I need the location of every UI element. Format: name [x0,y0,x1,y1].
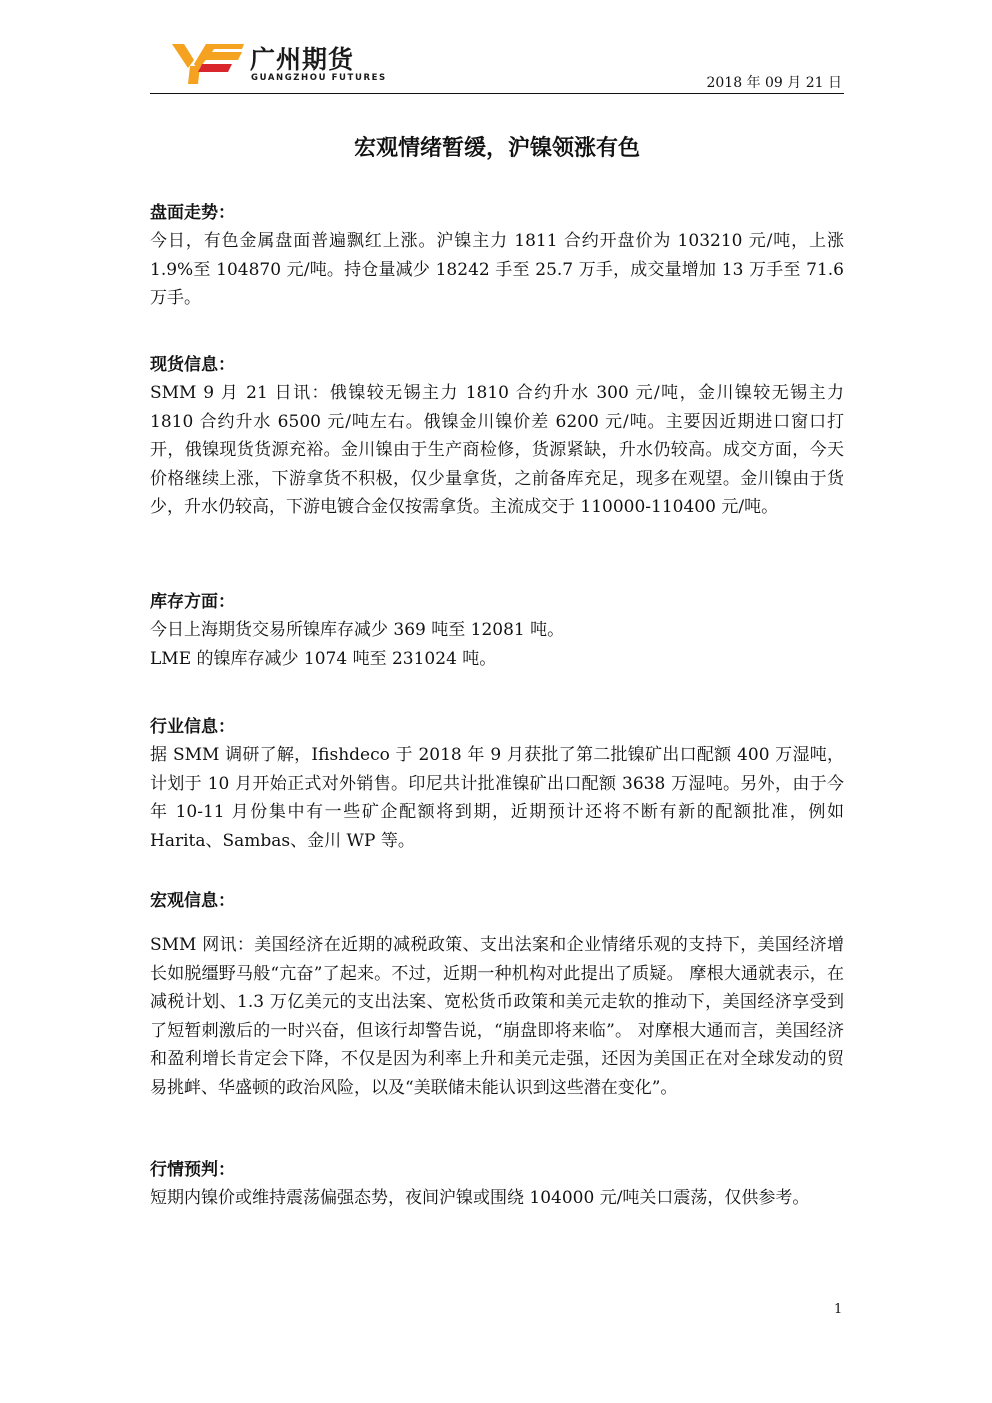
section-market-forecast [150,1156,844,1213]
header-divider [150,93,844,94]
page-number: 1 [834,1302,843,1317]
page-header [150,36,844,94]
report-date: 2018 年 09 月 21 日 [706,75,842,91]
section-heading: 盘面走势： [150,203,235,223]
section-market-trend [150,199,844,313]
section-paragraph: SMM 网讯：美国经济在近期的减税政策、支出法案和企业情绪乐观的支持下，美国经济增长如脱缰野马般“亢奋”了起来。不过，近期一种机构对此提出了质疑。 摩根大通就表示，在减税计划、1.3 万亿美元的支出法案、宽松货币政策和美元走软的推动下，美国经济享受到了短暂刺激后的一时兴奋，但该行却警告说，“崩盘即将来临”。 对摩根大通而言，美国经济和盈利增长肯定会下降，不仅是因为利率上升和美元走强，还因为美国正在对全球发动的贸易挑衅、华盛顿的政治风险，以及“美联储未能认识到这些潜在变化”。 [150,935,844,1098]
section-paragraph: 据 SMM 调研了解，Ifishdeco 于 2018 年 9 月获批了第二批镍矿出口配额 400 万湿吨，计划于 10 月开始正式对外销售。印尼共计批准镍矿出口配额 3638 万湿吨。另外，由于今年 10-11 月份集中有一些矿企配额将到期，近期预计还将不断有新的配额批准，例如 Harita、Sambas、金川 WP 等。 [150,745,844,851]
section-paragraph: LME 的镍库存减少 1074 吨至 231024 吨。 [150,648,497,669]
section-paragraph: 短期内镍价或维持震荡偏强态势，夜间沪镍或围绕 104000 元/吨关口震荡，仅供参考。 [150,1188,810,1208]
section-industry-info [150,713,844,855]
section-spot-info [150,351,844,522]
report-title: 宏观情绪暂缓，沪镍领涨有色 [353,136,640,161]
logo-english-name: GUANGZHOU FUTURES [251,73,387,83]
logo-chinese-name: 广州期货 [250,45,355,74]
section-heading: 行情预判： [150,1160,235,1180]
guangzhou-futures-logo-icon [172,40,244,86]
section-macro-info [150,887,844,1102]
section-heading: 行业信息： [150,717,235,737]
section-paragraph: 今日上海期货交易所镍库存减少 369 吨至 12081 吨。 [150,620,565,640]
section-heading: 现货信息： [150,355,235,375]
section-heading: 宏观信息： [150,891,235,911]
section-heading: 库存方面： [150,592,235,612]
section-inventory [150,588,844,673]
section-paragraph: SMM 9 月 21 日讯：俄镍较无锡主力 1810 合约升水 300 元/吨，金川镍较无锡主力 1810 合约升水 6500 元/吨左右。俄镍金川镍价差 6200 元/吨。主要因近期进口窗口打开，俄镍现货货源充裕。金川镍由于生产商检修，货源紧缺，升水仍较高。成交方面，今天价格继续上涨，下游拿货不积极，仅少量拿货，之前备库充足，现多在观望。金川镍由于货少，升水仍较高，下游电镀合金仅按需拿货。主流成交于 110000-110400 元/吨。 [150,383,844,517]
company-logo [172,40,387,88]
section-paragraph: 今日，有色金属盘面普遍飘红上涨。沪镍主力 1811 合约开盘价为 103210 元/吨，上涨 1.9%至 104870 元/吨。持仓量减少 18242 手至 25.7 万手，成交量增加 13 万手至 71.6 万手。 [150,231,844,308]
